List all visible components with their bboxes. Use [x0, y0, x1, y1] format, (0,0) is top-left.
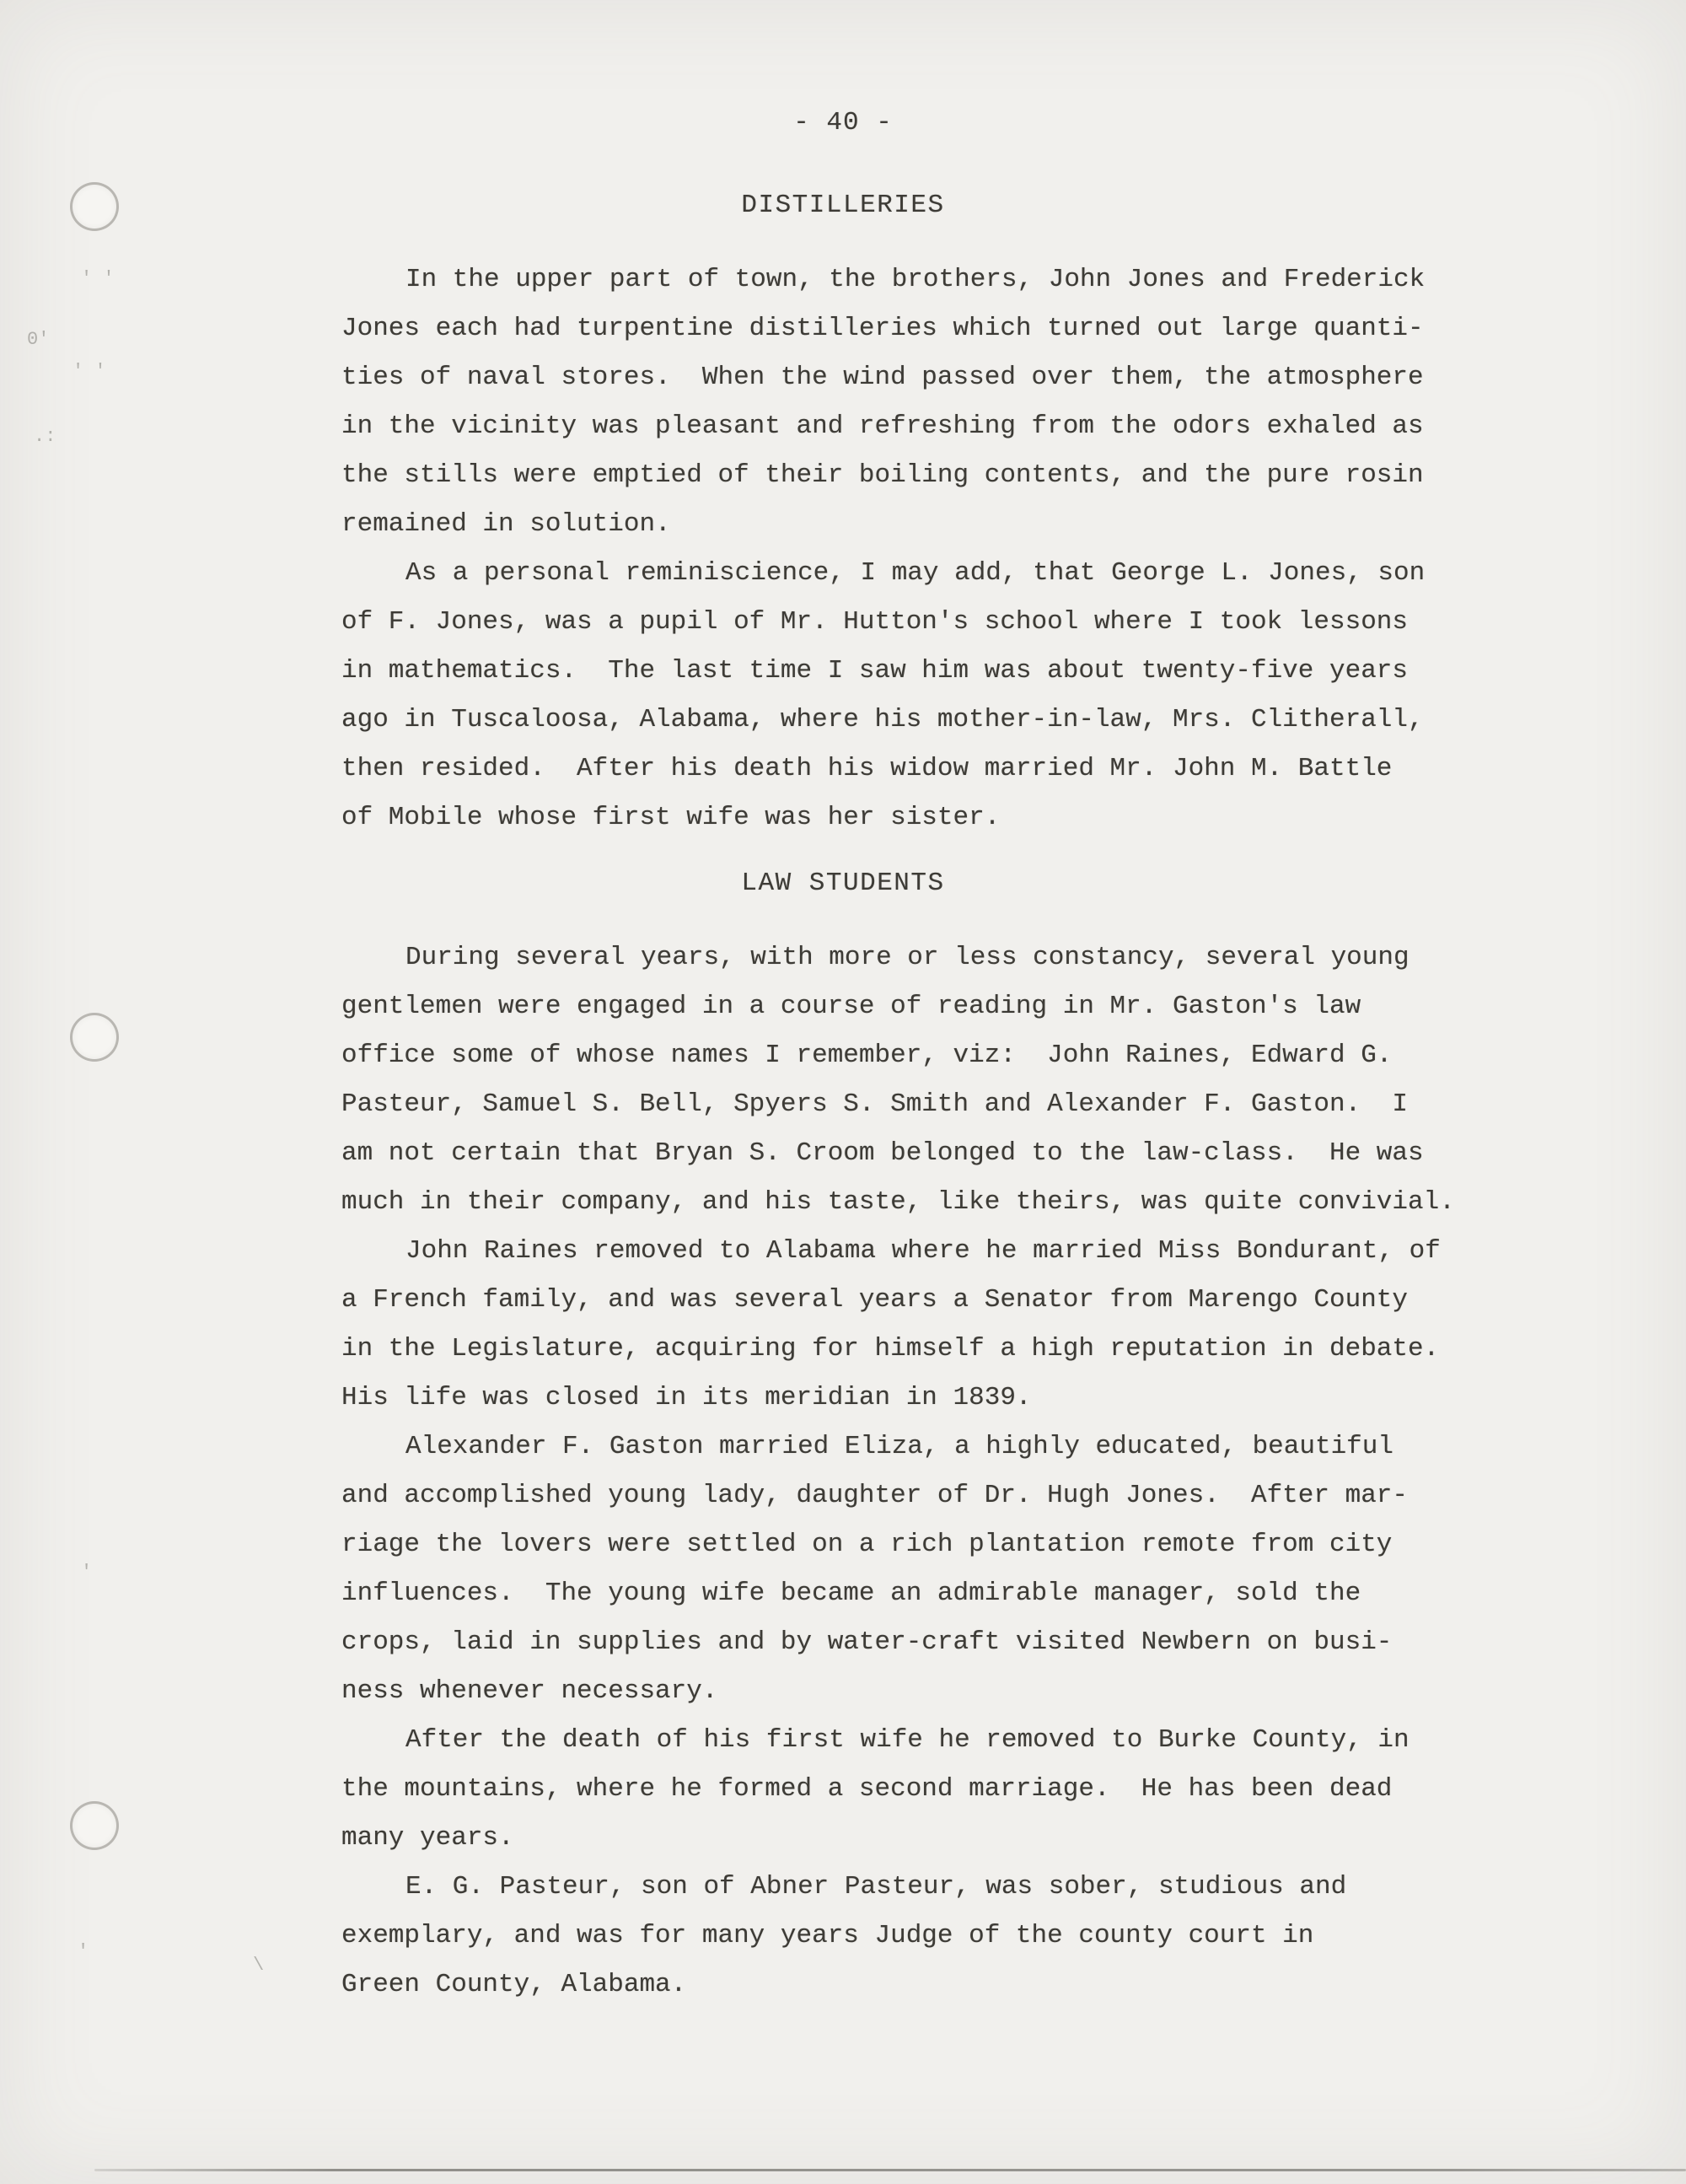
text-line: ties of naval stores. When the wind passed over them, the atmosphere [341, 363, 1424, 392]
text-line: exemplary, and was for many years Judge of the county court in [341, 1921, 1314, 1950]
text-line: of F. Jones, was a pupil of Mr. Hutton's school where I took lessons [341, 607, 1409, 637]
margin-mark: ' ' [81, 268, 115, 289]
punch-hole [70, 182, 119, 231]
text-line: Jones each had turpentine distilleries which turned out large quanti- [341, 314, 1424, 343]
text-line: the mountains, where he formed a second marriage. He has been dead [341, 1774, 1393, 1804]
text-line: in the vicinity was pleasant and refreshing from the odors exhaled as [341, 412, 1424, 441]
text-line: Alexander F. Gaston married Eliza, a highly educated, beautiful [405, 1432, 1393, 1461]
page-number: - 40 - [793, 108, 893, 137]
margin-mark: ' [81, 1562, 93, 1583]
text-line: gentlemen were engaged in a course of reading in Mr. Gaston's law [341, 992, 1361, 1021]
paragraph [0, 1863, 1551, 2009]
text-line: in the Legislature, acquiring for himself a high reputation in debate. [341, 1334, 1440, 1364]
text-line: ness whenever necessary. [341, 1676, 718, 1706]
paragraph [0, 1716, 1551, 1863]
text-line: After the death of his first wife he removed to Burke County, in [405, 1725, 1409, 1755]
text-line: and accomplished young lady, daughter of Dr. Hugh Jones. After mar- [341, 1481, 1409, 1510]
paragraph [0, 256, 1551, 549]
margin-mark: \ [253, 1955, 265, 1976]
paragraph [0, 933, 1551, 1227]
text-line: many years. [341, 1823, 514, 1853]
text-line: in mathematics. The last time I saw him was about twenty-five years [341, 656, 1409, 686]
text-line: influences. The young wife became an admirable manager, sold the [341, 1579, 1361, 1608]
section-heading: LAW STUDENTS [741, 869, 945, 898]
paragraph [0, 1423, 1551, 1716]
punch-hole [70, 1013, 119, 1062]
margin-mark: ' [78, 1941, 89, 1962]
text-line: then resided. After his death his widow married Mr. John M. Battle [341, 754, 1393, 783]
punch-hole [70, 1801, 119, 1850]
text-line: In the upper part of town, the brothers, John Jones and Frederick [405, 265, 1426, 294]
text-line: His life was closed in its meridian in 1839. [341, 1383, 1032, 1412]
text-line: John Raines removed to Alabama where he married Miss Bondurant, of [405, 1236, 1441, 1266]
text-line: ago in Tuscaloosa, Alabama, where his mother-in-law, Mrs. Clitherall, [341, 705, 1424, 734]
text-line: much in their company, and his taste, like theirs, was quite convivial. [341, 1187, 1455, 1217]
text-line: Pasteur, Samuel S. Bell, Spyers S. Smith and Alexander F. Gaston. I [341, 1089, 1409, 1119]
paragraph [0, 1227, 1551, 1423]
text-line: remained in solution. [341, 509, 671, 539]
text-line: As a personal reminiscience, I may add, that George L. Jones, son [405, 558, 1426, 588]
scan-edge-artifact [94, 2169, 1686, 2171]
text-line: During several years, with more or less constancy, several young [405, 943, 1409, 972]
text-line: office some of whose names I remember, viz: John Raines, Edward G. [341, 1041, 1393, 1070]
margin-mark: ' ' [72, 361, 106, 382]
text-line: of Mobile whose first wife was her sister. [341, 803, 1001, 832]
text-line: riage the lovers were settled on a rich plantation remote from city [341, 1530, 1393, 1559]
document-body [0, 164, 1686, 2009]
text-line: the stills were emptied of their boiling contents, and the pure rosin [341, 460, 1424, 490]
text-line: am not certain that Bryan S. Croom belonged to the law-class. He was [341, 1138, 1424, 1168]
paragraph [0, 549, 1551, 842]
text-line: a French family, and was several years a Senator from Marengo County [341, 1285, 1409, 1315]
margin-mark: 0' [27, 329, 50, 350]
section-heading: DISTILLERIES [741, 191, 945, 220]
text-line: E. G. Pasteur, son of Abner Pasteur, was sober, studious and [405, 1872, 1347, 1902]
text-line: crops, laid in supplies and by water-craft visited Newbern on busi- [341, 1627, 1393, 1657]
margin-mark: .: [34, 426, 56, 447]
text-line: Green County, Alabama. [341, 1970, 687, 1999]
